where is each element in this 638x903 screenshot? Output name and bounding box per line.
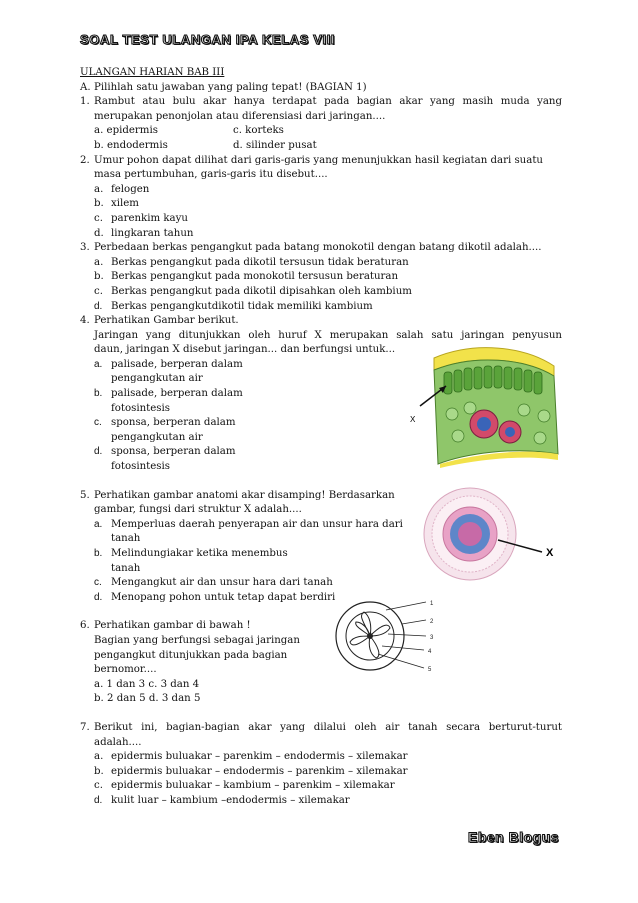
question-7: 7. Berikut ini, bagian-bagian akar yang dilalui oleh air tanah secara berturut-turut bbox=[80, 721, 562, 733]
label-2: 2 bbox=[430, 619, 434, 625]
option-c[interactable]: c. Mengangkut air dan unsur hara dari tanah bbox=[94, 577, 333, 589]
option-a[interactable]: a. epidermis buluakar – parenkim – endodermis – xilemakar bbox=[94, 751, 408, 763]
option-d[interactable]: d. kulit luar – kambium –endodermis – xilemakar bbox=[94, 794, 350, 806]
option-c[interactable]: c. epidermis buluakar – kambium – parenkim – xilemakar bbox=[94, 780, 395, 792]
option-d[interactable]: d. Berkas pengangkutdikotil tidak memiliki kambium bbox=[94, 300, 373, 312]
question-1: 1. Rambut atau bulu akar hanya terdapat pada bagian akar yang masih muda yang bbox=[80, 96, 562, 108]
option-a[interactable]: a. felogen bbox=[94, 183, 150, 195]
option-b[interactable]: b. Berkas pengangkut pada monokotil tersusun beraturan bbox=[94, 271, 399, 283]
plant-structure-diagram-figure bbox=[328, 596, 446, 678]
option-a[interactable]: a. Memperluas daerah penyerapan air dan unsur hara dari bbox=[94, 518, 403, 530]
option-c[interactable]: c. parenkim kayu bbox=[94, 212, 188, 224]
option-b[interactable]: b. palisade, berperan dalam bbox=[94, 388, 243, 400]
section-heading: ULANGAN HARIAN BAB III bbox=[80, 67, 225, 78]
question-1-options-row2 bbox=[80, 139, 562, 154]
option-d[interactable]: d. sponsa, berperan dalam bbox=[94, 446, 236, 458]
label-1: 1 bbox=[430, 601, 434, 607]
question-5: 5. Perhatikan gambar anatomi akar disamping! Berdasarkan bbox=[80, 489, 395, 501]
question-4-text-cont: Jaringan yang ditunjukkan oleh huruf X merupakan salah satu jaringan penyusun bbox=[94, 329, 562, 341]
leaf-cross-section-figure bbox=[404, 336, 562, 468]
question-2-text-cont: masa pertumbuhan, garis-garis itu disebut.... bbox=[94, 169, 328, 181]
question-6-options-row2[interactable]: b. 2 dan 5 d. 3 dan 5 bbox=[94, 693, 201, 705]
option-a[interactable]: a. palisade, berperan dalam bbox=[94, 358, 243, 370]
root-cross-section-figure bbox=[418, 486, 562, 582]
x-label: X bbox=[546, 547, 554, 559]
section-instruction: A. Pilihlah satu jawaban yang paling tepat! (BAGIAN 1) bbox=[80, 81, 367, 93]
page-title: SOAL TEST ULANGAN IPA KELAS VIII bbox=[80, 32, 336, 47]
question-5-text-cont: gambar, fungsi dari struktur X adalah.... bbox=[94, 504, 302, 516]
label-5: 5 bbox=[428, 667, 432, 673]
question-4: 4. Perhatikan Gambar berikut. bbox=[80, 315, 239, 327]
label-3: 3 bbox=[430, 635, 434, 641]
option-c[interactable]: c. korteks bbox=[233, 125, 284, 137]
question-3: 3. Perbedaan berkas pengangkut pada batang monokotil dengan batang dikotil adalah.... bbox=[80, 242, 542, 254]
worksheet-content: ULANGAN HARIAN BAB III A. Pilihlah satu jawaban yang paling tepat! (BAGIAN 1) 1. Rambut atau bulu akar hanya terdapat pada bagian akar yang masih muda yang merupakan penonjolan atau diferensiasi dari jaringan.... a. epidermis c. korteks b. endodermis d. silinder pusat 2. Umur pohon dapat dilihat dari garis-garis yang menunjukkan hasil kegiatan dari suatu masa pertumbuhan, garis-garis itu disebut.... a. felogen b. xilem c. parenkim kayu d. lingkaran tahun 3. Perbedaan berkas pengangkut pada batang monokotil dengan batang dikotil adalah.... a. Berkas pengangkut pada dikotil tersusun tidak beraturan b. Berkas pengangkut pada monokotil tersusun beraturan c. Berkas pengangkut pada dikotil dipisahkan oleh kambium d. Berkas pengangkutdikotil tidak memiliki kambium 4. Perhatikan Gambar berikut. Jaringan yang ditunjukkan oleh huruf X merupakan salah satu jaringan penyusun daun, jaringan X disebut jaringan... dan berfungsi untuk... a. palisade, berperan dalam pengangkutan air b. palisade, berperan dalam fotosintesis c. sponsa, berperan dalam pengangkutan air d. sponsa, berperan dalam fotosintesis 5. Perhatikan gambar anatomi akar disamping! Berdasarkan gambar, fungsi dari struktur X adalah.... a. Memperluas daerah penyerapan air dan unsur hara dari tanah b. Melindungiakar ketika menembus tanah c. Mengangkut air dan unsur hara dari tanah d. Menopang pohon untuk tetap dapat berdiri 6. Perhatikan gambar di bawah ! Bagian yang berfungsi sebagai jaringan pengangkut ditunjukkan pada bagian bernomor.... a. 1 dan 3 c. 3 dan 4 b. 2 dan 5 d. 3 dan 5 7. Berikut ini, bagian-bagian akar yang dilalui oleh air tanah secara berturut-turut adalah.... a. epidermis buluakar – parenkim – endodermis – xilemakar b. epidermis buluakar – endodermis – parenkim – xilemakar c. epidermis buluakar – kambium – parenkim – xilemakar d. kulit luar – kambium –endodermis – xilemakar bbox=[80, 66, 562, 809]
question-2: 2. Umur pohon dapat dilihat dari garis-garis yang menunjukkan hasil kegiatan dari suatu bbox=[80, 154, 543, 166]
question-6-options-row1[interactable]: a. 1 dan 3 c. 3 dan 4 bbox=[94, 678, 200, 690]
option-a[interactable]: a. Berkas pengangkut pada dikotil tersusun tidak beraturan bbox=[94, 256, 409, 268]
option-d[interactable]: d. silinder pusat bbox=[233, 139, 317, 151]
question-4-text-cont2: daun, jaringan X disebut jaringan... dan berfungsi untuk... bbox=[94, 344, 396, 356]
option-b[interactable]: b. Melindungiakar ketika menembus bbox=[94, 548, 288, 559]
question-6: 6. Perhatikan gambar di bawah ! bbox=[80, 620, 251, 632]
option-c[interactable]: c. sponsa, berperan dalam bbox=[94, 417, 236, 429]
x-label: X bbox=[410, 415, 416, 424]
option-b[interactable]: b. endodermis bbox=[94, 139, 168, 151]
option-a[interactable]: a. epidermis bbox=[94, 125, 158, 137]
option-d[interactable]: d. lingkaran tahun bbox=[94, 227, 194, 239]
option-b[interactable]: b. epidermis buluakar – endodermis – parenkim – xilemakar bbox=[94, 765, 408, 777]
footer-signature: Eben Blogus bbox=[468, 829, 560, 845]
option-c[interactable]: c. Berkas pengangkut pada dikotil dipisahkan oleh kambium bbox=[94, 285, 412, 297]
question-1-options-row1 bbox=[80, 124, 562, 139]
label-4: 4 bbox=[428, 649, 432, 655]
question-1-text-cont: merupakan penonjolan atau diferensiasi dari jaringan.... bbox=[94, 110, 386, 122]
option-d[interactable]: d. Menopang pohon untuk tetap dapat berdiri bbox=[94, 591, 336, 603]
option-b[interactable]: b. xilem bbox=[94, 198, 139, 210]
